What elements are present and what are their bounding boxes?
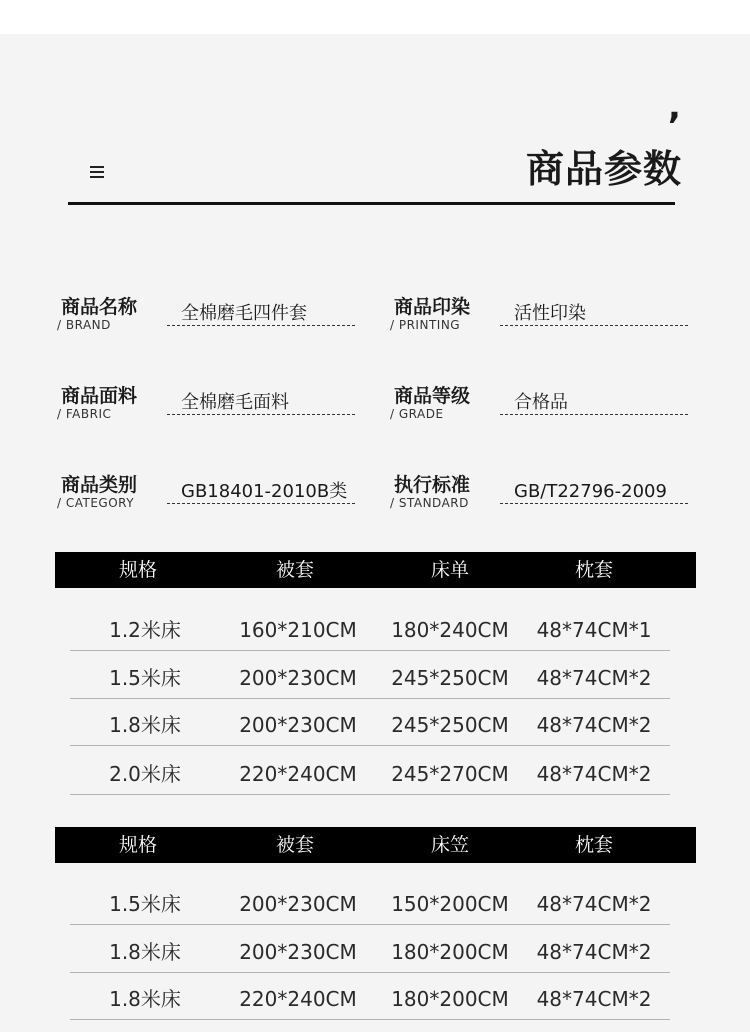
param-value: GB/T22796-2009 xyxy=(500,470,688,504)
column-header: 床单 xyxy=(430,559,470,581)
param-sublabel: / GRADE xyxy=(390,407,444,421)
table-cell: 48*74CM*2 xyxy=(536,892,652,916)
table-cell: 2.0米床 xyxy=(109,762,181,786)
column-header: 床笠 xyxy=(430,834,470,856)
param-grade xyxy=(390,381,694,441)
table-row xyxy=(70,932,670,973)
table-cell: 48*74CM*2 xyxy=(536,762,652,786)
table-cell: 245*250CM xyxy=(391,666,509,690)
column-header: 被套 xyxy=(275,834,315,856)
table-cell: 245*270CM xyxy=(391,762,509,786)
page-title: 商品参数 xyxy=(525,147,682,191)
table-cell: 1.8米床 xyxy=(109,987,181,1011)
param-sublabel: / STANDARD xyxy=(390,496,469,510)
column-header: 枕套 xyxy=(574,559,614,581)
table-cell: 48*74CM*1 xyxy=(536,618,652,642)
table-cell: 150*200CM xyxy=(391,892,509,916)
table-cell: 48*74CM*2 xyxy=(536,987,652,1011)
param-label: 执行标准 xyxy=(394,474,471,496)
param-sublabel: / PRINTING xyxy=(390,318,461,332)
column-header: 枕套 xyxy=(574,834,614,856)
table-cell: 200*230CM xyxy=(239,713,357,737)
table-row xyxy=(70,979,670,1020)
table-cell: 160*210CM xyxy=(239,618,357,642)
param-sublabel: / CATEGORY xyxy=(57,496,135,510)
size-table-header xyxy=(55,827,696,863)
column-header: 被套 xyxy=(275,559,315,581)
table-row xyxy=(70,610,670,651)
table-cell: 180*200CM xyxy=(391,987,509,1011)
param-label: 商品印染 xyxy=(394,296,471,318)
table-row xyxy=(70,658,670,699)
table-cell: 1.8米床 xyxy=(109,713,181,737)
table-cell: 245*250CM xyxy=(391,713,509,737)
table-cell: 1.5米床 xyxy=(109,666,181,690)
table-cell: 200*230CM xyxy=(239,666,357,690)
table-cell: 200*230CM xyxy=(239,892,357,916)
param-label: 商品名称 xyxy=(61,296,138,318)
param-category xyxy=(57,470,361,530)
param-value: 合格品 xyxy=(500,381,688,415)
table-cell: 48*74CM*2 xyxy=(536,713,652,737)
table-cell: 200*230CM xyxy=(239,940,357,964)
table-row xyxy=(70,884,670,925)
table-cell: 48*74CM*2 xyxy=(536,940,652,964)
param-fabric xyxy=(57,381,361,441)
table-cell: 180*240CM xyxy=(391,618,509,642)
param-label: 商品面料 xyxy=(61,385,138,407)
param-value: 全棉磨毛面料 xyxy=(167,381,355,415)
param-sublabel: / FABRIC xyxy=(57,407,112,421)
size-table-header xyxy=(55,552,696,588)
table-cell: 1.8米床 xyxy=(109,940,181,964)
table-row xyxy=(70,754,670,795)
table-cell: 220*240CM xyxy=(239,762,357,786)
title-accent-mark: , xyxy=(668,87,681,127)
table-cell: 1.2米床 xyxy=(109,618,181,642)
table-cell: 180*200CM xyxy=(391,940,509,964)
column-header: 规格 xyxy=(118,834,158,856)
param-brand xyxy=(57,292,361,352)
table-row xyxy=(70,705,670,746)
column-header: 规格 xyxy=(118,559,158,581)
param-label: 商品类别 xyxy=(61,474,138,496)
menu-icon xyxy=(90,166,104,178)
table-cell: 1.5米床 xyxy=(109,892,181,916)
param-value: 活性印染 xyxy=(500,292,688,326)
param-sublabel: / BRAND xyxy=(57,318,111,332)
title-divider xyxy=(68,202,675,205)
param-printing xyxy=(390,292,694,352)
table-cell: 48*74CM*2 xyxy=(536,666,652,690)
table-cell: 220*240CM xyxy=(239,987,357,1011)
param-standard xyxy=(390,470,694,530)
param-label: 商品等级 xyxy=(394,385,471,407)
param-value: GB18401-2010B类 xyxy=(167,470,355,504)
param-value: 全棉磨毛四件套 xyxy=(167,292,355,326)
